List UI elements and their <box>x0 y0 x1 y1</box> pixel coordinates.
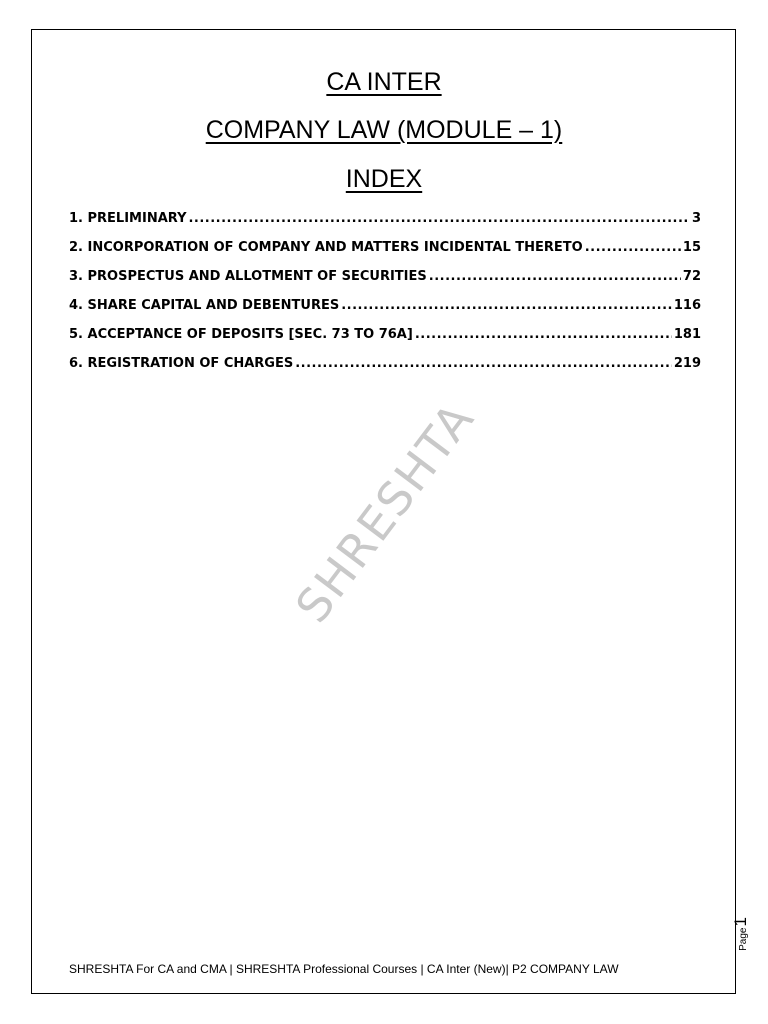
toc-leader-dots <box>188 211 689 226</box>
document-subtitle: COMPANY LAW (MODULE – 1) <box>205 116 563 144</box>
toc-leader-dots <box>415 327 672 342</box>
toc-entry[interactable] <box>69 298 701 327</box>
toc-entry[interactable] <box>69 240 701 269</box>
index-heading: INDEX <box>345 165 423 193</box>
toc-entry-page: 181 <box>673 327 701 342</box>
toc-leader-dots <box>295 356 672 371</box>
document-title: CA INTER <box>326 68 442 96</box>
watermark: SHRESHTA <box>285 391 485 633</box>
toc-entry-label: 6. REGISTRATION OF CHARGES <box>69 356 294 371</box>
toc-entry-label: 3. PROSPECTUS AND ALLOTMENT OF SECURITIES <box>69 269 427 284</box>
toc-leader-dots <box>585 240 681 255</box>
page-word: Page <box>738 927 749 951</box>
toc-entry-page: 15 <box>682 240 701 255</box>
toc-entry[interactable] <box>69 356 701 385</box>
toc-entry-page: 3 <box>691 211 701 226</box>
table-of-contents <box>69 211 701 385</box>
toc-entry-label: 5. ACCEPTANCE OF DEPOSITS [SEC. 73 TO 76A] <box>69 327 413 342</box>
toc-entry[interactable] <box>69 327 701 356</box>
toc-leader-dots <box>429 269 681 284</box>
page-number-marker <box>726 914 756 954</box>
toc-entry-page: 116 <box>673 298 701 313</box>
toc-entry-page: 219 <box>673 356 701 371</box>
toc-entry-label: 2. INCORPORATION OF COMPANY AND MATTERS INCIDENTAL THERETO <box>69 240 583 255</box>
page-footer: SHRESHTA For CA and CMA | SHRESHTA Professional Courses | CA Inter (New)| P2 COMPANY LAW <box>69 962 619 976</box>
toc-entry[interactable] <box>69 211 701 240</box>
toc-entry[interactable] <box>69 269 701 298</box>
page-number: 1 <box>731 917 750 927</box>
toc-leader-dots <box>341 298 672 313</box>
toc-entry-label: 4. SHARE CAPITAL AND DEBENTURES <box>69 298 340 313</box>
toc-entry-label: 1. PRELIMINARY <box>69 211 187 226</box>
toc-entry-page: 72 <box>682 269 701 284</box>
